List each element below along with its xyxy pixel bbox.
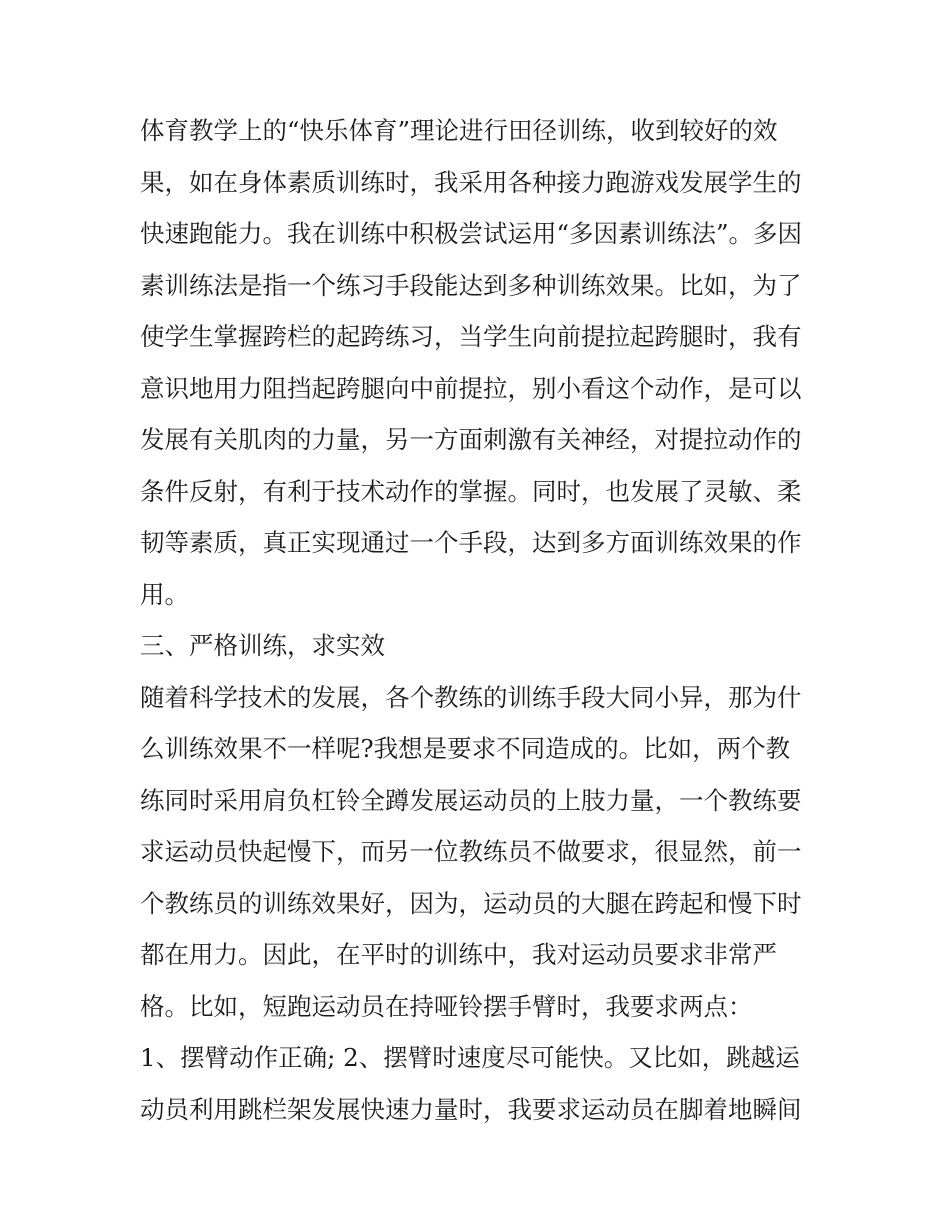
text-line: 果，如在身体素质训练时，我采用各种接力跑游戏发展学生的 <box>140 167 802 197</box>
text-line: 练同时采用肩负杠铃全蹲发展运动员的上肢力量，一个教练要 <box>140 785 802 815</box>
text-line: 都在用力。因此，在平时的训练中，我对运动员要求非常严 <box>140 940 777 969</box>
text-line: 么训练效果不一样呢?我想是要求不同造成的。比如，两个教 <box>140 734 791 763</box>
text-line: 动员利用跳栏架发展快速力量时，我要求运动员在脚着地瞬间 <box>140 1094 802 1124</box>
text-line: 使学生掌握跨栏的起跨练习，当学生向前提拉起跨腿时，我有 <box>140 322 802 351</box>
text-line: 1、摆臂动作正确; 2、摆臂时速度尽可能快。又比如，跳越运 <box>140 1043 800 1072</box>
text-line: 发展有关肌肉的力量，另一方面刺激有关神经，对提拉动作的 <box>140 425 802 454</box>
text-line: 个教练员的训练效果好，因为，运动员的大腿在跨起和慢下时 <box>140 888 802 918</box>
text-line: 随着科学技术的发展，各个教练的训练手段大同小异，那为什 <box>140 682 802 712</box>
text-line: 韧等素质，真正实现通过一个手段，达到多方面训练效果的作 <box>140 528 802 557</box>
body-text <box>140 105 820 1135</box>
text-line: 求运动员快起慢下，而另一位教练员不做要求，很显然，前一 <box>140 837 802 866</box>
section-heading: 三、严格训练，求实效 <box>140 631 385 660</box>
text-line: 体育教学上的“快乐体育”理论进行田径训练，收到较好的效 <box>140 116 778 145</box>
text-line: 用。 <box>140 579 189 609</box>
text-line: 意识地用力阻挡起跨腿向中前提拉，别小看这个动作，是可以 <box>140 373 802 403</box>
text-line: 条件反射，有利于技术动作的掌握。同时，也发展了灵敏、柔 <box>140 476 802 506</box>
text-line: 格。比如，短跑运动员在持哑铃摆手臂时，我要求两点： <box>140 991 753 1021</box>
text-line: 素训练法是指一个练习手段能达到多种训练效果。比如，为了 <box>140 270 802 300</box>
text-line: 快速跑能力。我在训练中积极尝试运用“多因素训练法”。多因 <box>140 219 803 248</box>
